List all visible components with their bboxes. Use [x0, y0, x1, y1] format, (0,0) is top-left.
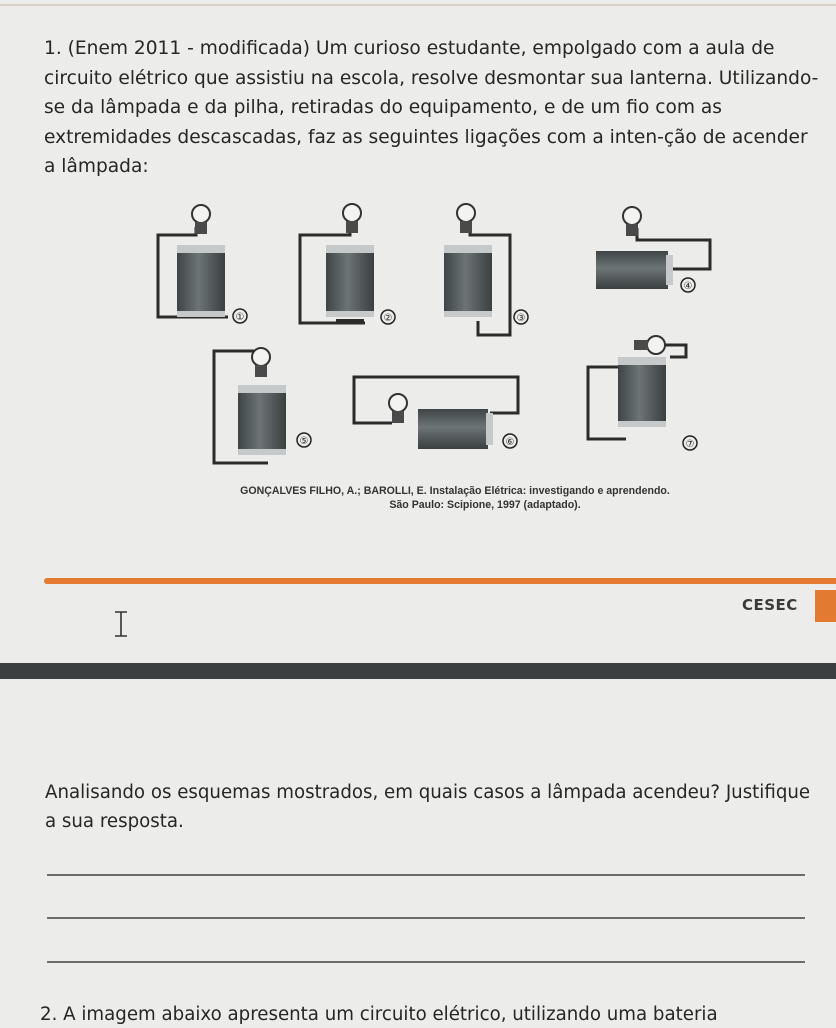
circuits-figure [140, 195, 730, 475]
circuit-label-4: ④ [683, 281, 693, 292]
circuit-label-2: ② [383, 313, 393, 324]
bulb-7-icon [647, 336, 665, 354]
bulb-1-icon [192, 205, 210, 223]
bulb-2-icon [343, 204, 361, 222]
battery-4 [596, 251, 668, 289]
battery-7 [618, 365, 666, 423]
circuit-label-3: ③ [516, 313, 526, 324]
battery-2 [326, 253, 374, 313]
citation-title: Instalação Elétrica: investigando e aprendendo. [429, 485, 670, 497]
circuit-1 [158, 205, 247, 323]
circuit-5 [214, 348, 311, 463]
page-band [0, 663, 836, 679]
circuit-6 [354, 377, 518, 449]
circuit-3 [444, 204, 528, 335]
question-2-text: 2. A imagem abaixo apresenta um circuito elétrico, utilizando uma bateria [40, 1004, 718, 1025]
top-rule [0, 4, 836, 6]
answer-line[interactable] [47, 961, 805, 963]
section-divider [44, 578, 836, 584]
circuit-label-1: ① [235, 312, 245, 323]
battery-5 [238, 393, 286, 451]
bulb-3-icon [457, 204, 475, 222]
answer-line[interactable] [47, 917, 805, 919]
battery-1 [177, 253, 225, 313]
circuit-7 [588, 336, 697, 450]
page-tab-marker [815, 590, 836, 622]
bulb-4-icon [623, 207, 641, 225]
citation-authors: GONÇALVES FILHO, A.; BAROLLI, E. [240, 485, 427, 497]
citation-publisher: São Paulo: Scipione, 1997 (adaptado). [389, 499, 581, 511]
circuit-label-6: ⑥ [505, 437, 515, 448]
figure-citation [160, 484, 750, 512]
circuit-label-7: ⑦ [685, 439, 695, 450]
circuit-2 [300, 204, 395, 324]
bulb-6-icon [389, 394, 407, 412]
publisher-label: CESEC [742, 596, 798, 614]
battery-3 [444, 253, 492, 313]
question-1-text: 1. (Enem 2011 - modificada) Um curioso estudante, empolgado com a aula de circuito elétrico que assistiu na escola, resolve desmontar sua lanterna. Utilizando-se da lâmpada e da pilha, retiradas do equipamento, e de um fio com as extremidades descascadas, faz as seguintes ligações com a inten-ção de acender a lâmpada: [44, 38, 819, 177]
text-cursor-icon [112, 610, 130, 638]
answer-line[interactable] [47, 874, 805, 876]
circuit-4 [596, 207, 710, 292]
circuit-label-5: ⑤ [299, 436, 309, 447]
question-prompt: Analisando os esquemas mostrados, em quais casos a lâmpada acendeu? Justifique a sua resposta. [45, 782, 811, 832]
battery-6 [418, 409, 488, 449]
bulb-5-icon [252, 348, 270, 366]
